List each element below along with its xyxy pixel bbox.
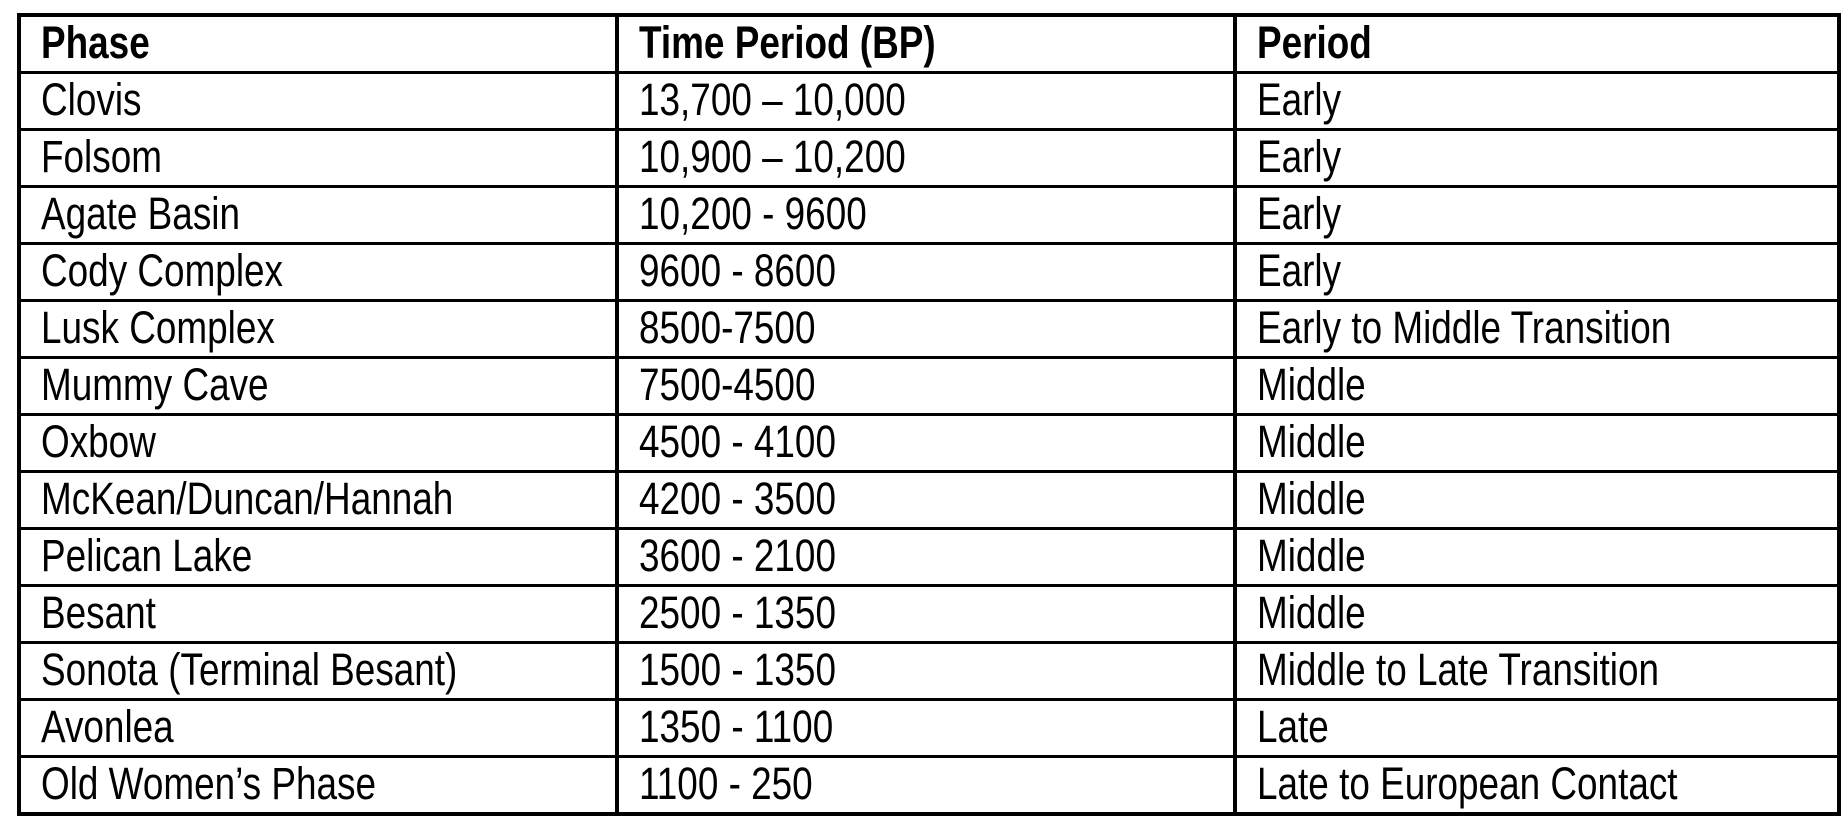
column-header-phase-label: Phase xyxy=(41,17,150,68)
column-header-period-label: Period xyxy=(1257,17,1372,68)
cell-phase-text: Mummy Cave xyxy=(41,359,269,410)
cell-time-period-bp xyxy=(617,73,1235,130)
cell-period-text: Early to Middle Transition xyxy=(1257,302,1672,353)
cell-time-period-bp-text: 2500 - 1350 xyxy=(639,587,836,638)
cell-time-period-bp-text: 9600 - 8600 xyxy=(639,245,836,296)
table-row xyxy=(19,529,1839,586)
cell-period xyxy=(1235,529,1839,586)
phases-table xyxy=(17,13,1841,816)
cell-period xyxy=(1235,586,1839,643)
cell-phase xyxy=(19,700,617,757)
cell-time-period-bp xyxy=(617,757,1235,815)
cell-phase-text: Folsom xyxy=(41,131,162,182)
table-row xyxy=(19,757,1839,815)
cell-phase-text: Cody Complex xyxy=(41,245,284,296)
cell-period xyxy=(1235,643,1839,700)
cell-phase xyxy=(19,187,617,244)
table-row xyxy=(19,643,1839,700)
table-row xyxy=(19,244,1839,301)
cell-phase-text: Besant xyxy=(41,587,156,638)
cell-phase xyxy=(19,244,617,301)
table-row xyxy=(19,301,1839,358)
cell-period-text: Late to European Contact xyxy=(1257,758,1678,809)
cell-time-period-bp-text: 1350 - 1100 xyxy=(639,701,834,752)
cell-period-text: Early xyxy=(1257,188,1342,239)
cell-phase xyxy=(19,415,617,472)
column-header-period xyxy=(1235,15,1839,73)
cell-time-period-bp-text: 1100 - 250 xyxy=(639,758,813,809)
cell-time-period-bp xyxy=(617,472,1235,529)
cell-time-period-bp xyxy=(617,586,1235,643)
cell-phase xyxy=(19,757,617,815)
cell-phase xyxy=(19,586,617,643)
cell-phase xyxy=(19,472,617,529)
cell-period-text: Early xyxy=(1257,131,1342,182)
cell-time-period-bp xyxy=(617,529,1235,586)
table-row xyxy=(19,73,1839,130)
cell-period-text: Middle xyxy=(1257,416,1366,467)
cell-time-period-bp-text: 3600 - 2100 xyxy=(639,530,836,581)
cell-time-period-bp-text: 13,700 – 10,000 xyxy=(639,74,906,125)
cell-time-period-bp-text: 1500 - 1350 xyxy=(639,644,836,695)
cell-time-period-bp-text: 4500 - 4100 xyxy=(639,416,836,467)
cell-period xyxy=(1235,301,1839,358)
table-row xyxy=(19,130,1839,187)
table-row xyxy=(19,187,1839,244)
table-row xyxy=(19,472,1839,529)
cell-time-period-bp xyxy=(617,415,1235,472)
cell-time-period-bp xyxy=(617,643,1235,700)
table-row xyxy=(19,586,1839,643)
cell-time-period-bp-text: 7500-4500 xyxy=(639,359,816,410)
cell-period-text: Early xyxy=(1257,245,1342,296)
cell-period-text: Middle xyxy=(1257,473,1366,524)
cell-time-period-bp-text: 10,900 – 10,200 xyxy=(639,131,906,182)
cell-phase-text: Agate Basin xyxy=(41,188,240,239)
cell-phase xyxy=(19,301,617,358)
cell-time-period-bp xyxy=(617,244,1235,301)
cell-phase-text: Oxbow xyxy=(41,416,156,467)
cell-period-text: Early xyxy=(1257,74,1342,125)
cell-period-text: Middle xyxy=(1257,587,1366,638)
cell-time-period-bp-text: 8500-7500 xyxy=(639,302,816,353)
cell-phase xyxy=(19,529,617,586)
cell-phase-text: Pelican Lake xyxy=(41,530,253,581)
cell-period-text: Middle to Late Transition xyxy=(1257,644,1660,695)
cell-phase xyxy=(19,358,617,415)
cell-period-text: Middle xyxy=(1257,530,1366,581)
header-row xyxy=(19,15,1839,73)
cell-time-period-bp xyxy=(617,301,1235,358)
column-header-phase xyxy=(19,15,617,73)
cell-time-period-bp xyxy=(617,130,1235,187)
table-row xyxy=(19,700,1839,757)
cell-period xyxy=(1235,130,1839,187)
cell-time-period-bp-text: 4200 - 3500 xyxy=(639,473,836,524)
column-header-time-period-bp-label: Time Period (BP) xyxy=(639,17,936,68)
cell-period-text: Middle xyxy=(1257,359,1366,410)
cell-phase-text: Old Women’s Phase xyxy=(41,758,377,809)
cell-period xyxy=(1235,358,1839,415)
cell-period xyxy=(1235,472,1839,529)
cell-period xyxy=(1235,73,1839,130)
cell-period xyxy=(1235,700,1839,757)
column-header-time-period-bp xyxy=(617,15,1235,73)
cell-time-period-bp-text: 10,200 - 9600 xyxy=(639,188,867,239)
cell-period xyxy=(1235,187,1839,244)
cell-time-period-bp xyxy=(617,358,1235,415)
cell-period-text: Late xyxy=(1257,701,1329,752)
cell-phase-text: Lusk Complex xyxy=(41,302,275,353)
cell-time-period-bp xyxy=(617,700,1235,757)
cell-period xyxy=(1235,244,1839,301)
cell-phase-text: McKean/Duncan/Hannah xyxy=(41,473,454,524)
table-row xyxy=(19,415,1839,472)
cell-time-period-bp xyxy=(617,187,1235,244)
cell-period xyxy=(1235,757,1839,815)
table-row xyxy=(19,358,1839,415)
cell-phase-text: Sonota (Terminal Besant) xyxy=(41,644,458,695)
cell-phase-text: Avonlea xyxy=(41,701,174,752)
cell-phase xyxy=(19,643,617,700)
cell-phase-text: Clovis xyxy=(41,74,142,125)
table-body xyxy=(19,73,1839,815)
cell-phase xyxy=(19,130,617,187)
cell-period xyxy=(1235,415,1839,472)
cell-phase xyxy=(19,73,617,130)
